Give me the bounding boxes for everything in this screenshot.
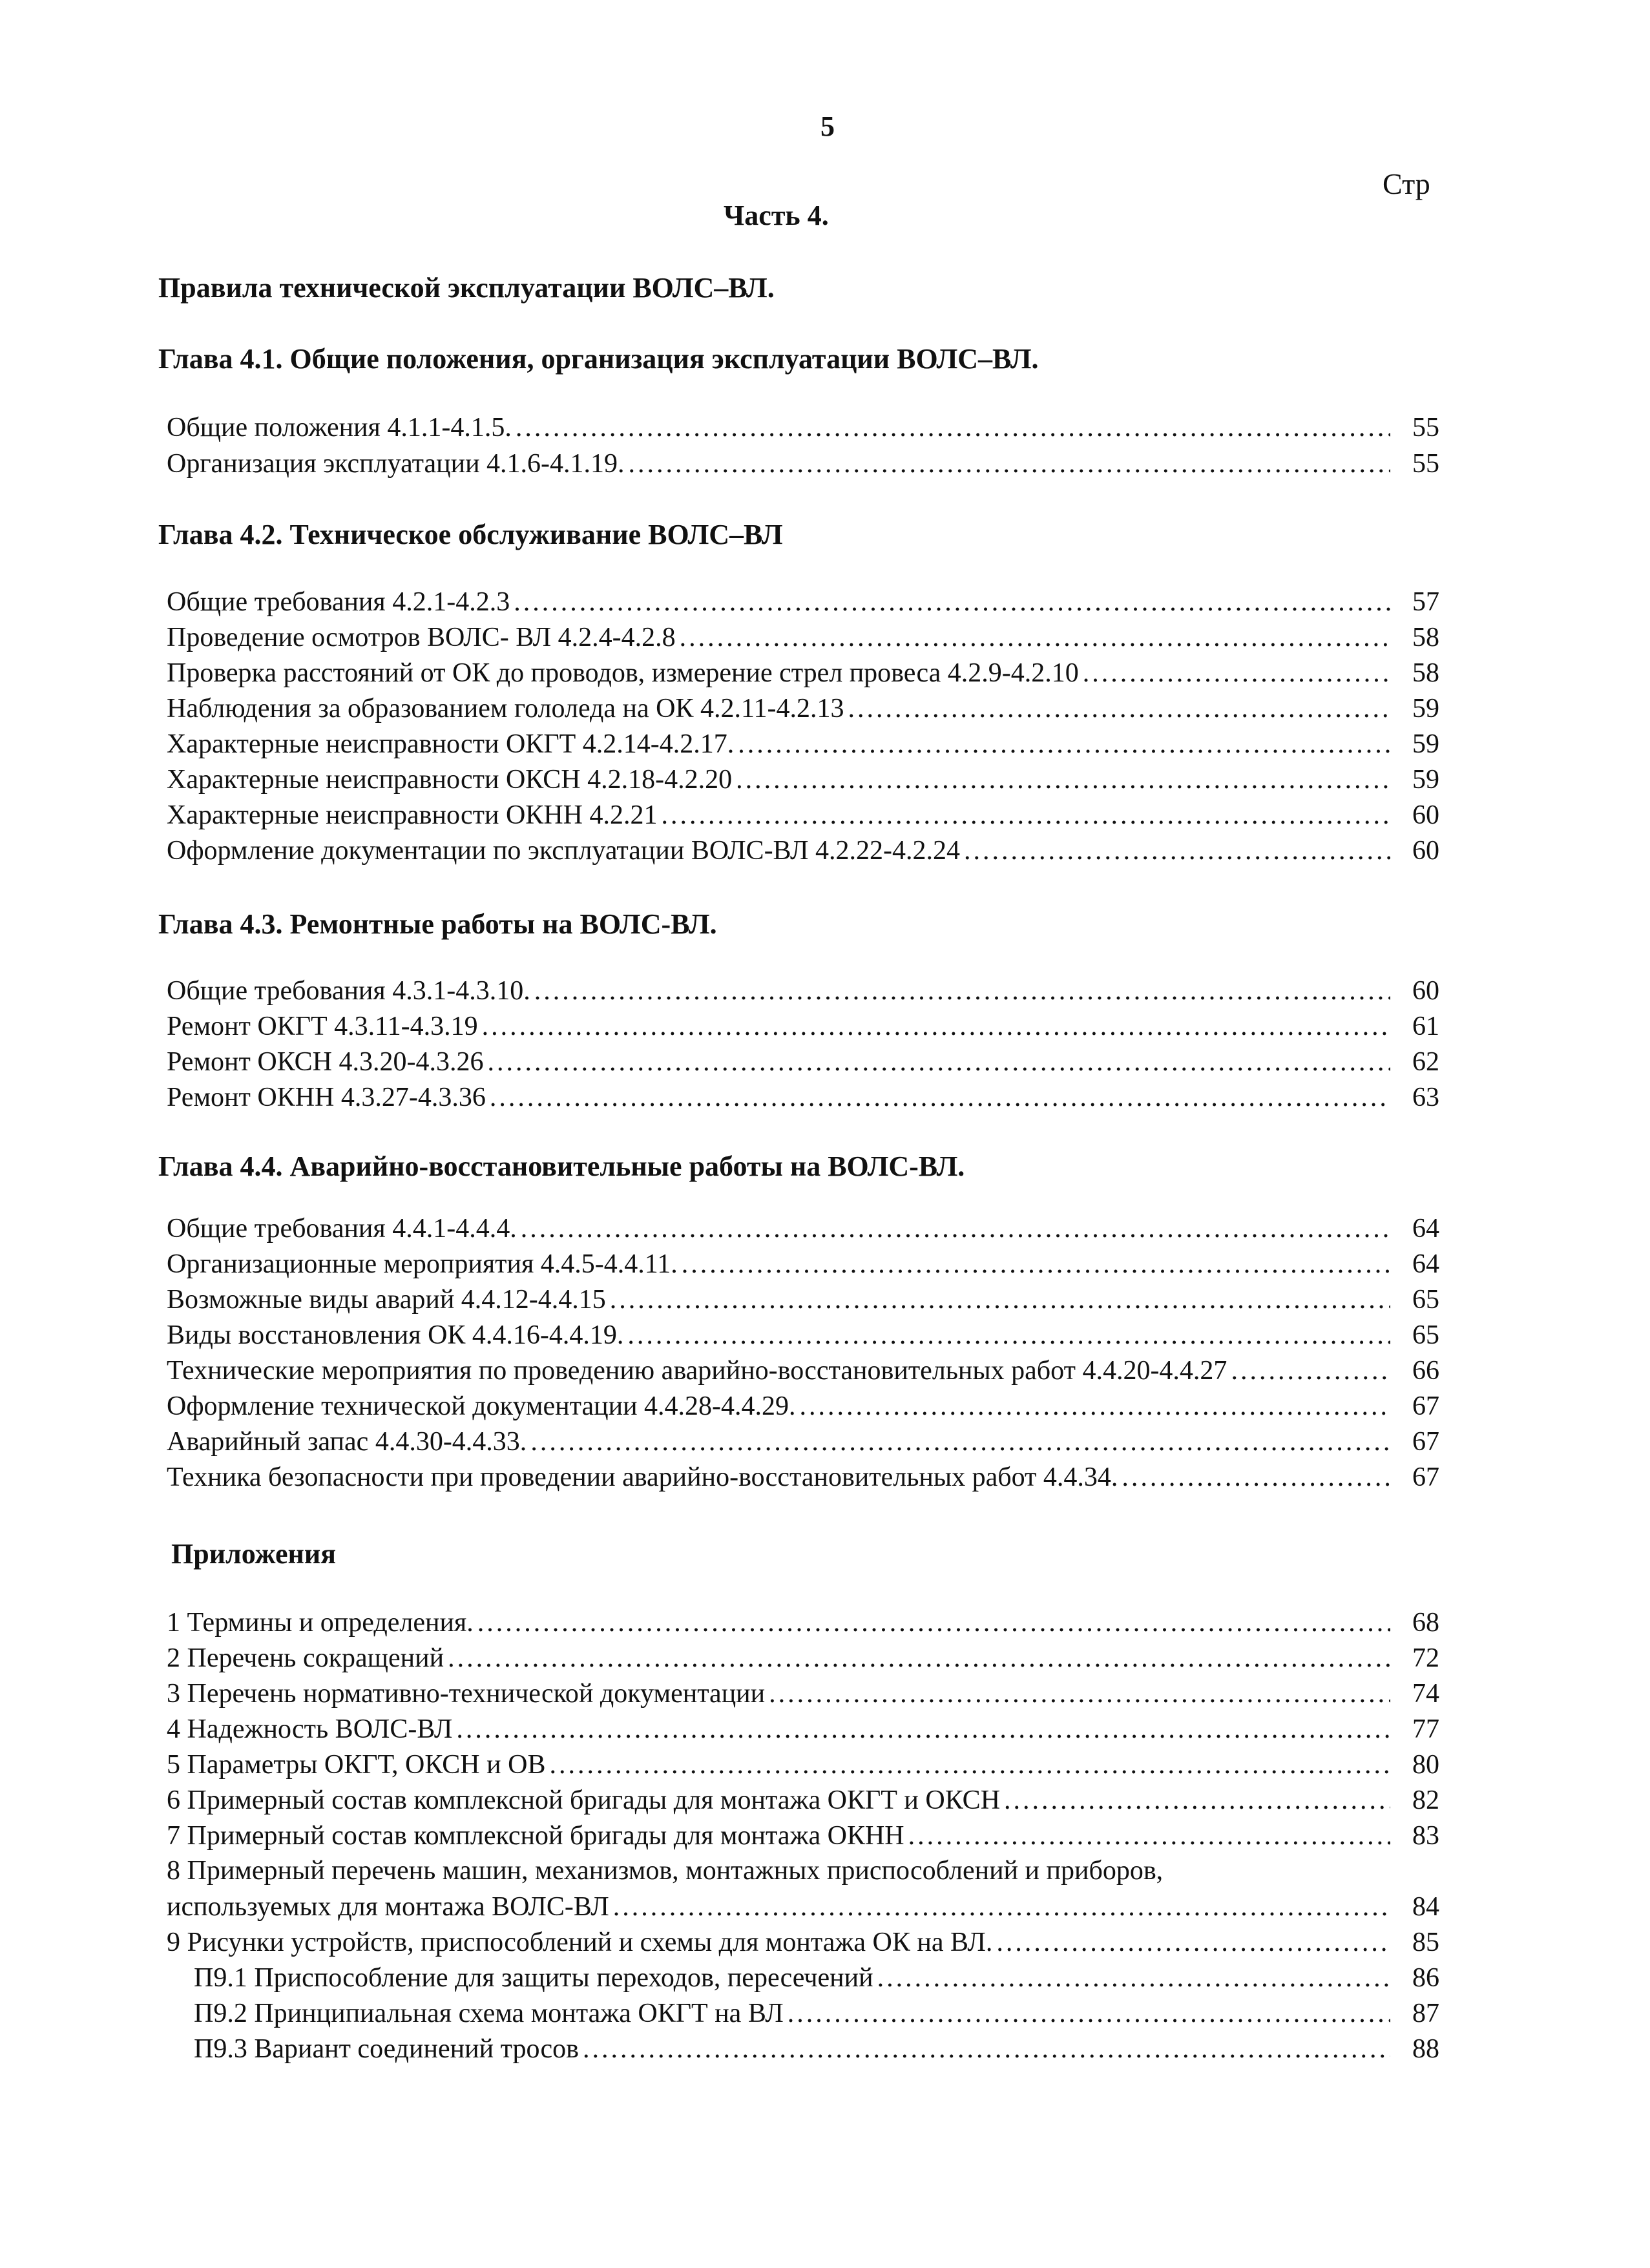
toc-entry[interactable]: Аварийный запас 4.4.30-4.4.33. ..... 67 (167, 1426, 1439, 1461)
toc-entry[interactable]: Оформление технической документации 4.4.28-4.4.29. ..... 67 (167, 1391, 1439, 1426)
toc-entry[interactable]: Проведение осмотров ВОЛС- ВЛ 4.2.4-4.2.8 ..... 58 (167, 622, 1439, 657)
part-title: Часть 4. (724, 200, 829, 231)
appendix-title: Приложения (171, 1538, 336, 1570)
toc-entry[interactable]: Характерные неисправности ОКГТ 4.2.14-4.2.17. ..... 59 (167, 729, 1439, 764)
toc-entry[interactable]: Ремонт ОКНН 4.3.27-4.3.36 ..... 63 (167, 1082, 1439, 1117)
toc-entry[interactable]: 3 Перечень нормативно-технической документации ..... 74 (167, 1678, 1439, 1713)
toc-entry[interactable]: Организация эксплуатации 4.1.6-4.1.19. ..... 55 (167, 448, 1439, 483)
toc-entry[interactable]: Виды восстановления ОК 4.4.16-4.4.19. ..... 65 (167, 1320, 1439, 1355)
section-title: Правила технической эксплуатации ВОЛС–ВЛ. (158, 272, 775, 304)
toc-entry[interactable]: П9.2 Принципиальная схема монтажа ОКГТ на ВЛ ..... 87 (194, 1998, 1439, 2033)
toc-entry[interactable]: 7 Примерный состав комплексной бригады для монтажа ОКНН ..... 83 (167, 1820, 1439, 1855)
toc-entry[interactable]: Общие требования 4.4.1-4.4.4. ..... 64 (167, 1213, 1439, 1248)
toc-entry[interactable]: 4 Надежность ВОЛС-ВЛ ..... 77 (167, 1714, 1439, 1749)
toc-entry[interactable]: Организационные мероприятия 4.4.5-4.4.11. ..... 64 (167, 1249, 1439, 1284)
toc-entry[interactable]: Наблюдения за образованием гололеда на ОК 4.2.11-4.2.13 ..... 59 (167, 693, 1439, 728)
toc-entry[interactable]: Характерные неисправности ОКНН 4.2.21 ..... 60 (167, 800, 1439, 835)
toc-entry[interactable]: 5 Параметры ОКГТ, ОКСН и ОВ ..... 80 (167, 1749, 1439, 1784)
toc-entry[interactable]: Проверка расстояний от ОК до проводов, измерение стрел провеса 4.2.9-4.2.10 ..... 58 (167, 658, 1439, 692)
toc-entry[interactable]: 9 Рисунки устройств, приспособлений и схемы для монтажа ОК на ВЛ. ..... 85 (167, 1927, 1439, 1962)
toc-entry[interactable]: Возможные виды аварий 4.4.12-4.4.15 ..... 65 (167, 1284, 1439, 1319)
toc-entry[interactable]: Ремонт ОКСН 4.3.20-4.3.26 ..... 62 (167, 1046, 1439, 1081)
toc-entry[interactable]: используемых для монтажа ВОЛС-ВЛ ..... 84 (167, 1891, 1439, 1926)
chapter-4-1-title: Глава 4.1. Общие положения, организация эксплуатации ВОЛС–ВЛ. (158, 343, 1039, 375)
toc-entry[interactable]: Технические мероприятия по проведению аварийно-восстановительных работ 4.4.20-4.4.27 ..... 66 (167, 1355, 1439, 1390)
toc-entry[interactable]: 2 Перечень сокращений ..... 72 (167, 1643, 1439, 1678)
toc-entry[interactable]: Общие положения 4.1.1-4.1.5. ..... 55 (167, 412, 1439, 447)
toc-entry[interactable]: Техника безопасности при проведении аварийно-восстановительных работ 4.4.34. ..... 67 (167, 1462, 1439, 1497)
toc-entry[interactable]: 1 Термины и определения. ..... 68 (167, 1607, 1439, 1642)
toc-entry[interactable]: Общие требования 4.2.1-4.2.3 ..... 57 (167, 587, 1439, 621)
toc-entry[interactable]: П9.1 Приспособление для защиты переходов, пересечений ..... 86 (194, 1962, 1439, 1997)
toc-entry[interactable]: Ремонт ОКГТ 4.3.11-4.3.19 ..... 61 (167, 1011, 1439, 1046)
toc-entry-8-line1: 8 Примерный перечень машин, механизмов, монтажных приспособлений и приборов, (167, 1856, 1164, 1886)
toc-entry[interactable]: Общие требования 4.3.1-4.3.10. ..... 60 (167, 975, 1439, 1010)
page-column-label: Стр (1383, 167, 1430, 200)
toc-entry[interactable]: П9.3 Вариант соединений тросов ..... 88 (194, 2034, 1439, 2068)
chapter-4-4-title: Глава 4.4. Аварийно-восстановительные работы на ВОЛС-ВЛ. (158, 1150, 965, 1182)
chapter-4-2-title: Глава 4.2. Техническое обслуживание ВОЛС–ВЛ (158, 519, 783, 550)
toc-entry[interactable]: Характерные неисправности ОКСН 4.2.18-4.2.20 ..... 59 (167, 764, 1439, 799)
toc-entry[interactable]: 6 Примерный состав комплексной бригады для монтажа ОКГТ и ОКСН ..... 82 (167, 1785, 1439, 1820)
page-number: 5 (820, 110, 835, 142)
toc-entry[interactable]: Оформление документации по эксплуатации ВОЛС-ВЛ 4.2.22-4.2.24 ..... 60 (167, 835, 1439, 870)
chapter-4-3-title: Глава 4.3. Ремонтные работы на ВОЛС-ВЛ. (158, 908, 717, 940)
